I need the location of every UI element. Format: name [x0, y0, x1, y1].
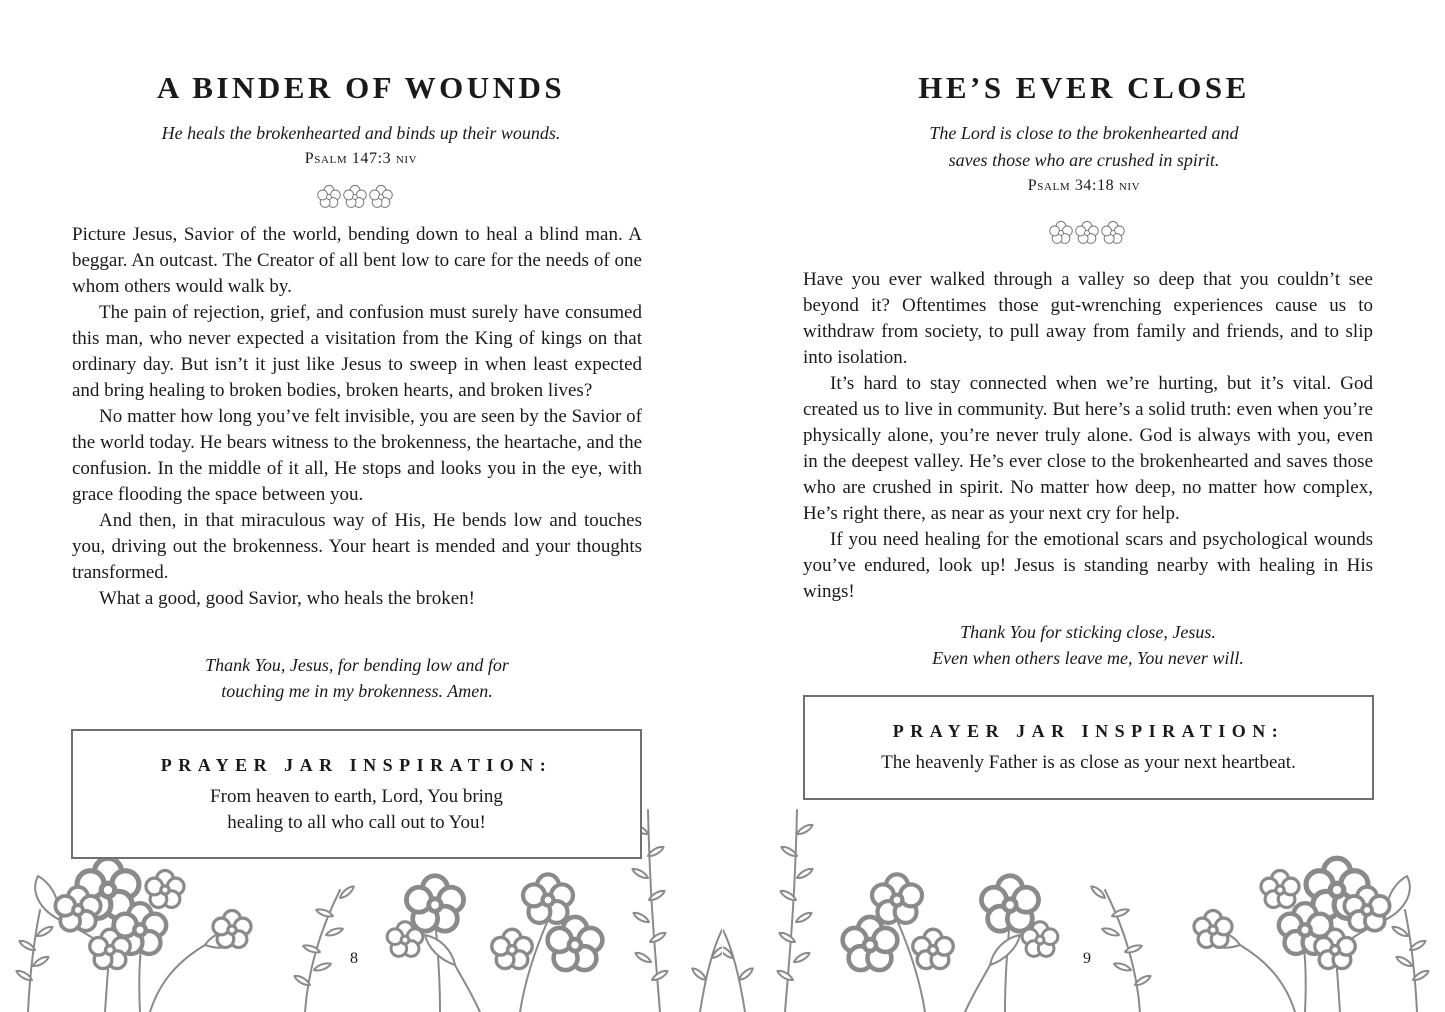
body-paragraph: And then, in that miraculous way of His, He bends low and touches you, driving out the brokenness. Your heart is mended and your thoughts transformed. [72, 510, 642, 583]
prayer-line: Thank You, Jesus, for bending low and for [205, 655, 509, 675]
closing-prayer [803, 619, 1373, 671]
body-paragraph: No matter how long you’ve felt invisible, you are seen by the Savior of the world today. He bears witness to the brokenness, the heartache, and the confusion. In the middle of it all, He stops and looks you in the eye, with grace flooding the space between you. [72, 406, 642, 505]
scripture-verse: He heals the brokenhearted and binds up their wounds. [161, 123, 561, 143]
body-paragraph: If you need healing for the emotional scars and psychological wounds you’ve endured, look up! Jesus is standing nearby with healing in His wings! [803, 529, 1373, 602]
body-paragraph: Picture Jesus, Savior of the world, bending down to heal a blind man. A beggar. An outcast. The Creator of all bent low to care for the needs of one whom others would walk by. [72, 224, 642, 297]
prayer-line: Even when others leave me, You never will. [932, 648, 1244, 668]
left-page [0, 0, 722, 1012]
scripture-reference: Psalm 34:18 niv [1027, 177, 1141, 194]
prayer-jar-text: The heavenly Father is as close as your next heartbeat. [881, 752, 1296, 773]
page-title: A BINDER OF WOUNDS [156, 70, 566, 105]
closing-prayer [72, 652, 642, 704]
devotional-body [72, 222, 642, 612]
three-flowers-ornament-icon [1048, 220, 1126, 246]
page-title: HE’S EVER CLOSE [918, 70, 1250, 105]
prayer-line: touching me in my brokenness. Amen. [221, 681, 493, 701]
prayer-jar-line: From heaven to earth, Lord, You bring [210, 786, 503, 807]
verse-line: The Lord is close to the brokenhearted and [929, 123, 1239, 143]
scripture-verse [783, 120, 1385, 174]
scripture-reference: Psalm 147:3 niv [304, 150, 418, 167]
body-paragraph: It’s hard to stay connected when we’re hurting, but it’s vital. God created us to live in community. But here’s a solid truth: even when you’re physically alone, you’re never truly alone. God is always with you, even in the deepest valley. He’s ever close to the brokenhearted and saves those who are crushed in spirit. No matter how deep, no matter how complex, He’s right there, as near as your next cry for help. [803, 373, 1373, 524]
verse-line: saves those who are crushed in spirit. [948, 150, 1220, 170]
body-paragraph: Have you ever walked through a valley so deep that you couldn’t see beyond it? Oftentimes those gut-wrenching experiences cause us to withdraw from society, to pull away from family and friends, and to slip into isolation. [803, 269, 1373, 368]
body-paragraph: The pain of rejection, grief, and confusion must surely have consumed this man, who never expected a visitation from the King of kings on that ordinary day. But isn’t it just like Jesus to sweep in when least expected and bring healing to broken bodies, broken hearts, and broken lives? [72, 302, 642, 401]
prayer-line: Thank You for sticking close, Jesus. [960, 622, 1216, 642]
right-page [723, 0, 1445, 1012]
page-number: 9 [1083, 950, 1091, 967]
prayer-jar-box [803, 695, 1374, 800]
prayer-jar-line: healing to all who call out to You! [227, 812, 486, 833]
page-number: 8 [350, 950, 358, 967]
prayer-jar-heading: PRAYER JAR INSPIRATION: [892, 721, 1285, 741]
prayer-jar-heading: PRAYER JAR INSPIRATION: [160, 755, 553, 775]
devotional-body [803, 267, 1373, 605]
three-flowers-ornament-icon [316, 184, 394, 210]
floral-line-art-icon [723, 780, 1445, 1012]
prayer-jar-box [71, 729, 642, 859]
body-paragraph: What a good, good Savior, who heals the broken! [99, 588, 475, 609]
